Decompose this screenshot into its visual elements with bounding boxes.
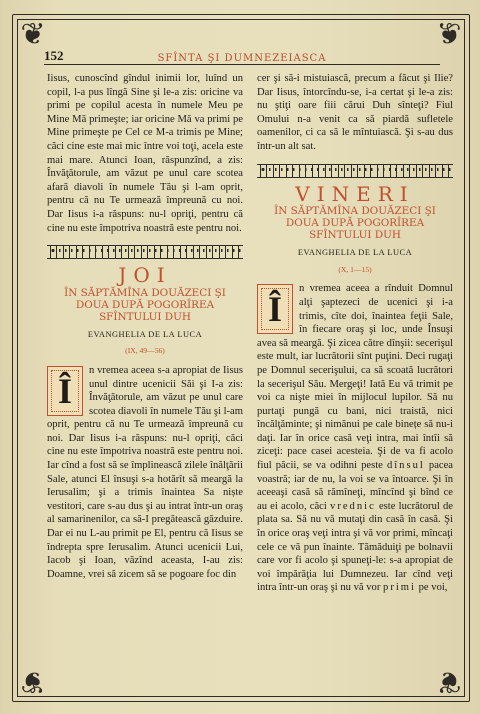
corner-flourish-icon: ❦ — [436, 665, 462, 698]
gospel-title: EVANGHELIA DE LA LUCA — [87, 329, 203, 339]
page-number: 152 — [44, 48, 64, 63]
gospel-title: EVANGHELIA DE LA LUCA — [297, 248, 413, 258]
page-header — [44, 42, 440, 64]
header-rule — [44, 64, 440, 65]
corner-flourish-icon: ❦ — [20, 665, 46, 698]
week-title: ÎN SĂPTĂMÎNA DOUĂZECI ŞI DOUA DUPĂ POGORÎREA SFÎNTULUI DUH — [64, 286, 226, 323]
gospel-reference: (X, 1—15) — [338, 264, 372, 274]
gospel-text — [257, 282, 453, 595]
dropcap-initial: Î — [257, 284, 293, 334]
gospel-body: n vremea aceea s-a apropiat de Iisus unul dintre ucenicii Săi şi I-a zis: Învăţătorule, am văzut pe unul care scotea diavoli în numele Tău şi l-am oprit, pentru că nu Te urmează împreună cu noi. Dar Iisus i-a răspuns: nu-l opriţi, căci cine nu este împotriva noastră este pentru noi. Iar cînd a fost să se împlinească zilele înălţării Sale, atunci El însuşi s-a hotărît să meargă la Ierusalim; şi a trimis înaintea Sa niște vestitori, care s-au dus şi au intrat într-un oraş al samarinenilor, ca să-I pregătească găzduire. Dar ei nu L-au primit pe El, pentru că Iisus se îndrepta spre Ierusalim. Atunci ucenicii Lui, Iacob şi Ioan, văzînd aceasta, I-au zis: Doamne, vrei să zicem să se pogoare foc din — [47, 364, 243, 580]
continued-paragraph: cer şi să-i mistuiască, precum a făcut şi Ilie? Dar Iisus, întorcîndu-se, i-a certat şi le-a zis: nu ştiţi oare fiii cărui Duh sînteţi? Fiul Omului n-a venit ca să piardă sufletele oamenilor, ci ca să le mîntuiască. Şi s-au dus într-un alt sat. — [257, 73, 453, 152]
gospel-reference: (IX, 49—56) — [125, 346, 165, 356]
right-column — [257, 72, 453, 595]
dropcap-initial: Î — [47, 366, 83, 416]
gospel-body-part-4: pe voi, — [418, 582, 448, 594]
corner-flourish-icon: ❦ — [436, 18, 462, 51]
left-column — [47, 72, 243, 581]
gospel-body-part-2: pacea voastră; iar de nu, la voi se va întoarce. Şi în aceeaşi casă să rămîneţi, mîncînd şi bînd ce au ei acolo, căci — [257, 460, 454, 512]
spaced-word: primi — [383, 582, 416, 594]
meander-ornament-icon — [47, 245, 243, 259]
gospel-body-part-3: este lucrătorul de plata sa. Să nu vă mutaţi din casă în casă. Şi în orice oraş veţi intra şi vă vor primi, mîncaţi cele ce vă pun înainte. Tămăduiţi pe bolnavii care vor fi acolo şi spuneţi-le: s-a apropiat de voi împărăţia lui Dumnezeu. Iar cînd veţi intra într-un oraş şi nu vă vor — [257, 500, 453, 594]
spaced-word: vrednic — [330, 500, 376, 512]
continued-paragraph: Iisus, cunoscînd gîndul inimii lor, luînd un copil, l-a pus lîngă Sine şi le-a zis: oricine va primi pe copilul acesta în numele Meu pe Mine Mă primeşte; iar oricine Mă va primi pe Mine primeşte pe Cel ce M-a trimis pe Mine; căci cine este mai mic între voi toţi, acela este mai mare. Atunci Ioan, răspunzînd, a zis: Învăţătorule, am văzut pe unul care scotea afară diavoli în numele Tău şi l-am oprit, pentru că nu Te urmează împreună cu noi. Dar Iisus i-a răspuns: nu-l opriţi, pentru că cine nu este împotriva noastră este pentru noi. — [47, 73, 243, 234]
meander-ornament-icon — [257, 164, 453, 178]
day-title: VINERI — [295, 181, 415, 206]
gospel-body-part-1: n vremea aceea a rînduit Domnul alţi şaptezeci de ucenici şi i-a trimis, cîte doi, înaintea feţii Sale, în fiecare oraş şi loc, unde Însuşi avea să meargă. Şi zicea către dînşii: secerişul este mult, iar lucrătorii sînt puţini. Deci rugaţi pe Domnul secerişului, ca să scoată lucrători la secerişul Său. Mergeţi! Iată Eu vă trimit pe voi ca nişte miei în mijlocul lupilor. Să nu purtaţi pungă cu bani, nici traistă, nici încălţăminte; şi nimănui pe cale binețe să nu-i daţi. Iar în orice casă veţi intra, mai întîi să ziceţi: pace casei acesteia. Şi de va fi acolo fiul păcii, se va odihni peste — [257, 283, 453, 472]
spaced-word: dînsul — [386, 460, 425, 472]
gospel-text — [47, 364, 243, 582]
running-title: SFÎNTA ŞI DUMNEZEIASCA — [157, 53, 327, 64]
day-title: JOI — [118, 263, 172, 288]
corner-flourish-icon: ❦ — [20, 18, 46, 51]
week-title: ÎN SĂPTĂMÎNA DOUĂZECI ŞI DOUA DUPĂ POGORÎREA SFÎNTULUI DUH — [274, 205, 436, 242]
